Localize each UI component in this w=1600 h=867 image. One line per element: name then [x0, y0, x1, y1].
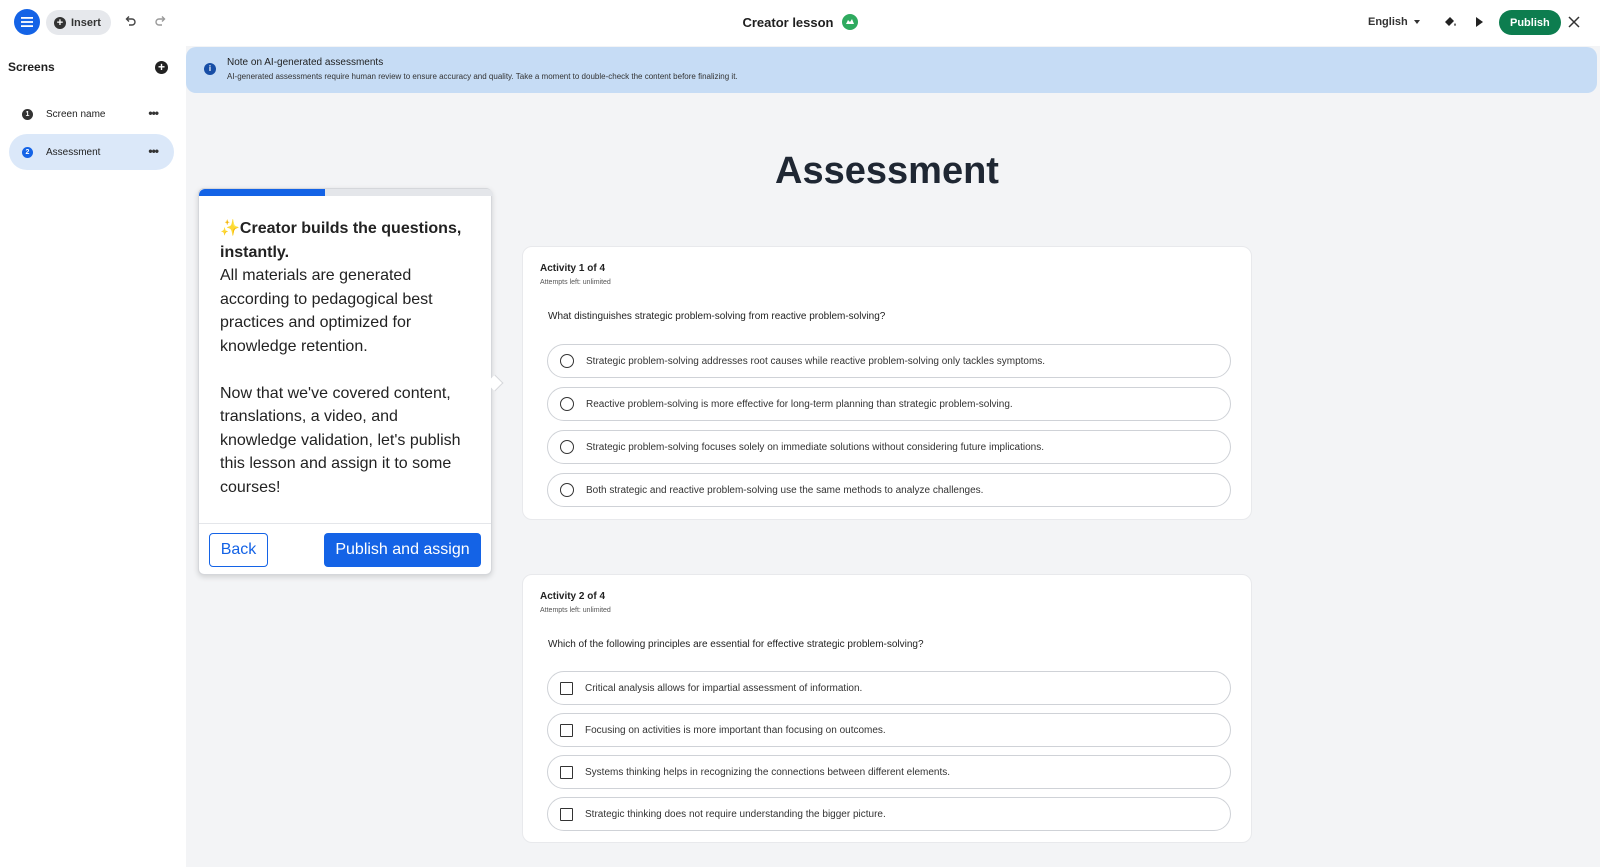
- menu-button[interactable]: [14, 9, 40, 35]
- option-label: Reactive problem-solving is more effective for long-term planning than strategic problem-solving.: [586, 398, 1013, 410]
- publish-button[interactable]: Publish: [1499, 10, 1561, 35]
- popover-paragraph-1: All materials are generated according to pedagogical best practices and optimized for knowledge retention.: [220, 267, 433, 355]
- sparkle-icon: ✨: [220, 220, 240, 237]
- checkbox[interactable]: [560, 766, 573, 779]
- activity-card-1: [522, 246, 1252, 520]
- radio-button[interactable]: [560, 440, 574, 454]
- page-title: Assessment: [775, 150, 999, 192]
- sidebar-item-assessment[interactable]: [9, 134, 174, 170]
- screen-label: Screen name: [46, 108, 106, 120]
- popover-body: [220, 217, 478, 499]
- top-bar: [0, 0, 1600, 46]
- publish-and-assign-button[interactable]: Publish and assign: [324, 533, 481, 567]
- ai-note-banner: [186, 47, 1597, 93]
- cloud-check-icon: [842, 14, 858, 30]
- paint-bucket-icon[interactable]: [1442, 14, 1458, 30]
- answer-option[interactable]: [547, 473, 1231, 507]
- sidebar-item-screen-name[interactable]: [9, 96, 174, 132]
- activity-card-2: [522, 574, 1252, 843]
- tour-progress-bar: [199, 189, 493, 196]
- answer-option[interactable]: [547, 671, 1231, 705]
- radio-button[interactable]: [560, 483, 574, 497]
- answer-option[interactable]: [547, 713, 1231, 747]
- screens-header: [8, 60, 168, 74]
- activity-attempts: Attempts left: unlimited: [540, 607, 611, 614]
- plus-circle-icon: +: [54, 17, 66, 29]
- radio-button[interactable]: [560, 397, 574, 411]
- insert-button[interactable]: [46, 10, 111, 35]
- screen-number-badge: 2: [22, 147, 33, 158]
- play-icon[interactable]: [1476, 17, 1483, 27]
- add-screen-icon[interactable]: +: [155, 61, 168, 74]
- lesson-title[interactable]: Creator lesson: [742, 14, 834, 30]
- more-horizontal-icon[interactable]: •••: [148, 106, 158, 120]
- close-icon[interactable]: [1567, 15, 1581, 29]
- info-icon: i: [204, 63, 216, 75]
- checkbox[interactable]: [560, 808, 573, 821]
- answer-option[interactable]: [547, 755, 1231, 789]
- language-label: English: [1368, 16, 1408, 28]
- activity-title: Activity 2 of 4: [540, 591, 606, 602]
- option-label: Both strategic and reactive problem-solving use the same methods to analyze challenges.: [586, 484, 984, 496]
- banner-text: AI-generated assessments require human review to ensure accuracy and quality. Take a moment to double-check the content before finalizing it.: [227, 72, 738, 81]
- chevron-down-icon: [1414, 20, 1420, 24]
- activity-question: Which of the following principles are essential for effective strategic problem-solving?: [548, 639, 924, 650]
- answer-option[interactable]: [547, 387, 1231, 421]
- screens-sidebar: [0, 46, 186, 867]
- answer-option[interactable]: [547, 344, 1231, 378]
- back-button[interactable]: Back: [209, 533, 268, 567]
- insert-label: Insert: [71, 16, 101, 29]
- popover-headline: [220, 217, 478, 264]
- screens-title: Screens: [8, 60, 55, 74]
- radio-button[interactable]: [560, 354, 574, 368]
- title-area: [0, 14, 1600, 30]
- popover-paragraph-2: Now that we've covered content, translations, a video, and knowledge validation, let's publish this lesson and assign it to some courses!: [220, 384, 461, 496]
- language-select[interactable]: [1368, 16, 1420, 28]
- undo-icon[interactable]: [122, 13, 138, 29]
- popover-headline-text: Creator builds the questions, instantly.: [220, 220, 462, 261]
- popover-divider: [199, 523, 491, 524]
- answer-option[interactable]: [547, 797, 1231, 831]
- screen-label: Assessment: [46, 146, 101, 158]
- answer-option[interactable]: [547, 430, 1231, 464]
- activity-title: Activity 1 of 4: [540, 263, 606, 274]
- menu-icon: [21, 17, 33, 27]
- activity-attempts: Attempts left: unlimited: [540, 279, 611, 286]
- tour-progress-fill: [199, 189, 325, 196]
- more-horizontal-icon[interactable]: •••: [148, 144, 158, 158]
- banner-title: Note on AI-generated assessments: [227, 57, 384, 68]
- option-label: Focusing on activities is more important than focusing on outcomes.: [585, 724, 886, 736]
- option-label: Strategic problem-solving addresses root causes while reactive problem-solving only tackles symptoms.: [586, 355, 1046, 367]
- checkbox[interactable]: [560, 682, 573, 695]
- option-label: Strategic thinking does not require understanding the bigger picture.: [585, 808, 886, 820]
- activity-question: What distinguishes strategic problem-solving from reactive problem-solving?: [548, 311, 886, 322]
- option-label: Strategic problem-solving focuses solely on immediate solutions without considering future implications.: [586, 441, 1044, 453]
- redo-icon[interactable]: [153, 13, 169, 29]
- checkbox[interactable]: [560, 724, 573, 737]
- option-label: Systems thinking helps in recognizing the connections between different elements.: [585, 766, 951, 778]
- option-label: Critical analysis allows for impartial assessment of information.: [585, 682, 863, 694]
- screen-number-badge: 1: [22, 109, 33, 120]
- onboarding-popover: [198, 188, 492, 575]
